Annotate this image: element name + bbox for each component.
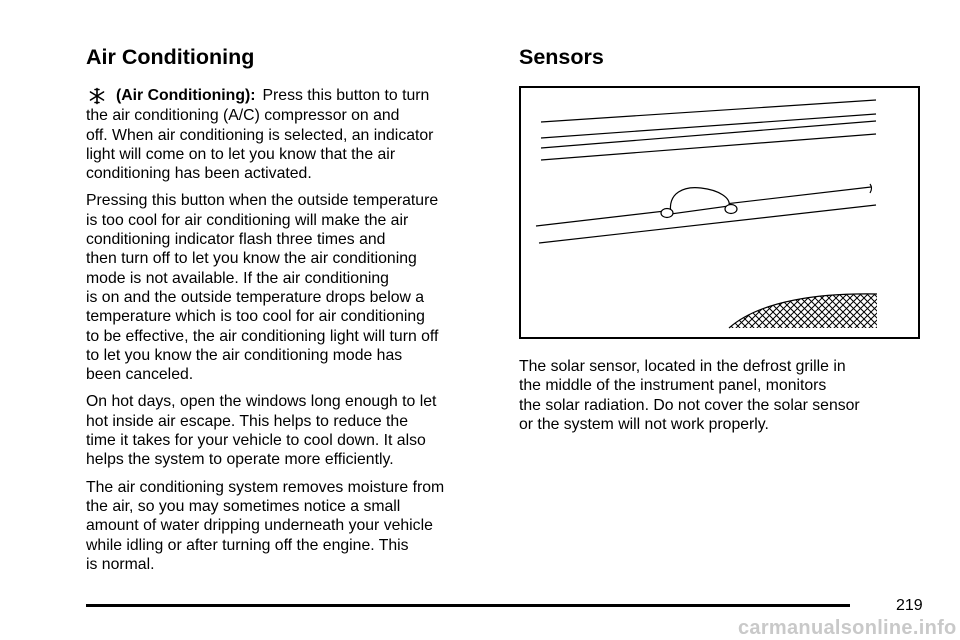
ac-term-label: (Air Conditioning): [116, 87, 256, 104]
page-number: 219 [896, 597, 923, 614]
ac-moisture-paragraph: The air conditioning system removes moisture from the air, so you may sometimes notice a small amount of water dripping underneath your vehicle while idling or after turning off the engine. This is normal. [86, 478, 445, 573]
ac-lead-line [86, 86, 494, 105]
ac-hot-days-paragraph: On hot days, open the windows long enough to let hot inside air escape. This helps to reduce the time it takes for your vehicle to cool down. It also helps the system to operate more efficiently. [86, 393, 437, 469]
left-column [86, 40, 494, 582]
solar-sensor-paragraph: The solar sensor, located in the defrost grille in the middle of the instrument panel, monitors the solar radiation. Do not cover the solar sensor or the system will not work properly. [519, 358, 860, 433]
footer-rule [86, 604, 850, 607]
solar-sensor-drawing [521, 88, 918, 337]
watermark-text: carmanualsonline.info [738, 617, 957, 639]
solar-sensor-illustration [519, 86, 920, 339]
ac-description-paragraph: the air conditioning (A/C) compressor on and off. When air conditioning is selected, an indicator light will come on to let you know that the air conditioning has been activated. [86, 107, 434, 183]
section-heading-sensors: Sensors [519, 45, 604, 69]
section-heading-air-conditioning: Air Conditioning [86, 45, 255, 69]
ac-lead-text: Press this button to turn [262, 87, 430, 104]
ac-cool-outside-paragraph: Pressing this button when the outside temperature is too cool for air conditioning will make the air conditioning indicator flash three times and then turn off to let you know the air conditioning mode is not available. If the air conditioning is on and the outside temperature drops below a temperature which is too cool for air conditioning to be effective, the air conditioning light will turn off to let you know the air conditioning mode has been canceled. [86, 192, 439, 384]
snowflake-icon [86, 87, 108, 105]
right-column [519, 40, 924, 442]
